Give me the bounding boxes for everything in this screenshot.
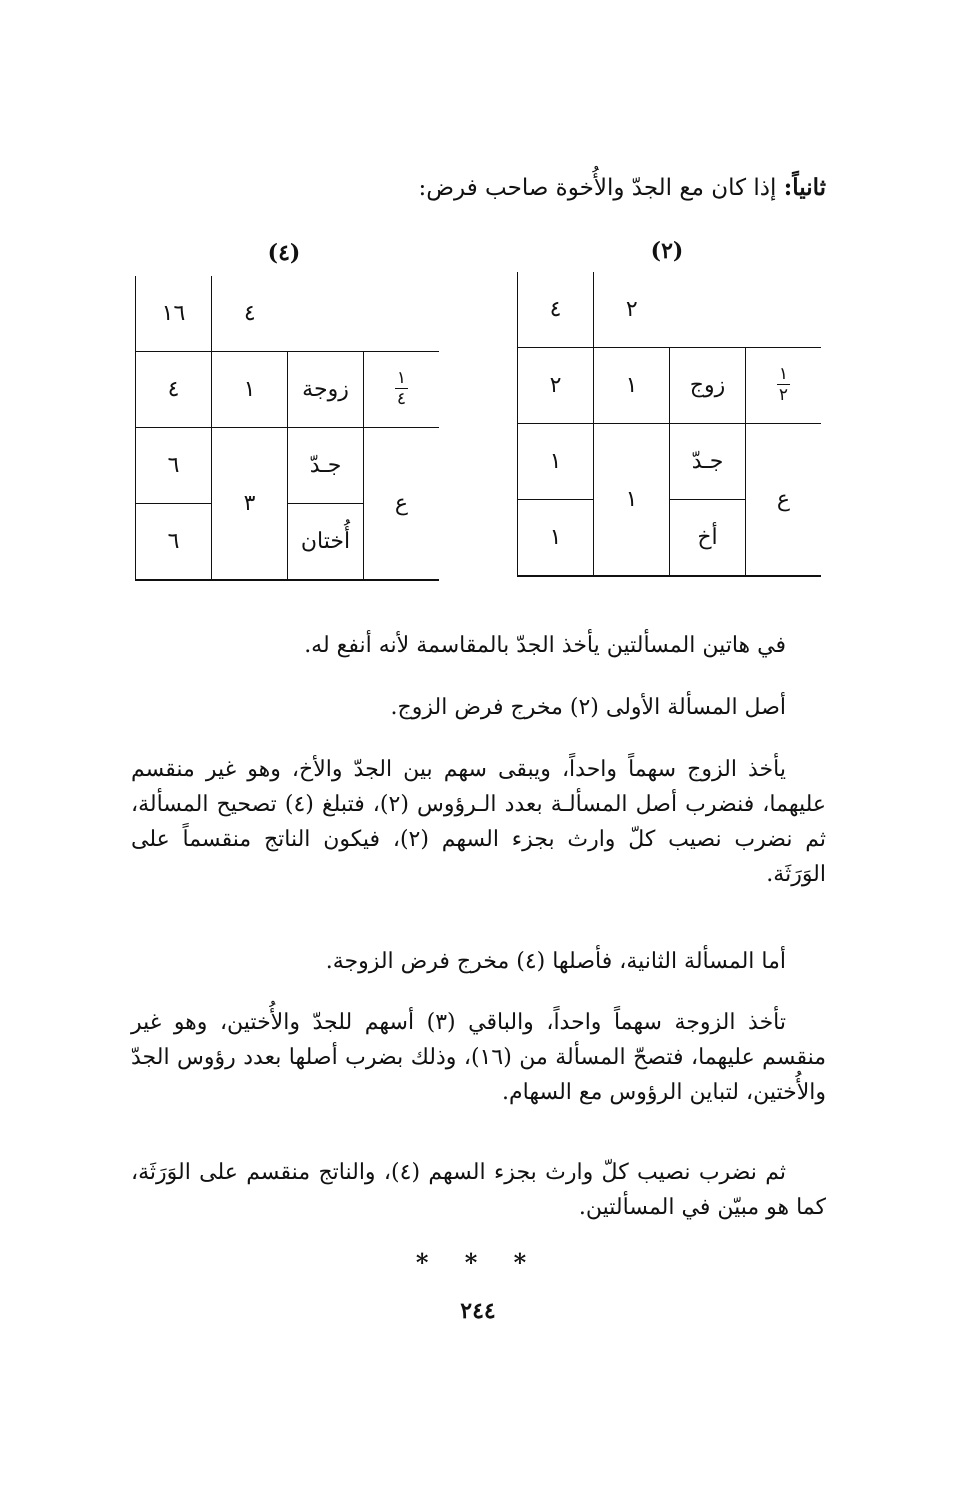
cell: ١ bbox=[212, 352, 288, 428]
cell-heir: أخ bbox=[670, 500, 746, 577]
cell-residue: ع bbox=[746, 424, 822, 577]
cell-fraction-area bbox=[364, 276, 440, 352]
table-right bbox=[517, 272, 821, 577]
paragraph: أما المسألة الثانية، فأصلها (٤) مخرج فرض الزوجة. bbox=[325, 949, 786, 974]
cell-fraction-area bbox=[746, 272, 822, 348]
fraction-numerator: ١ bbox=[778, 363, 789, 384]
cell: ٦ bbox=[136, 428, 212, 504]
heading-lead: ثانياً: bbox=[783, 174, 826, 201]
table-left-label: (٤) bbox=[267, 240, 301, 266]
cell: ٦ bbox=[136, 504, 212, 581]
cell-fraction bbox=[364, 352, 440, 428]
section-separator: * * * bbox=[415, 1248, 541, 1277]
cell-heir: أُختان bbox=[288, 504, 364, 581]
cell: ٣ bbox=[212, 428, 288, 581]
cell: ٢ bbox=[518, 348, 594, 424]
paragraph: يأخذ الزوج سهماً واحداً، ويبقى سهم بين الجدّ والأخ، وهو غير منقسم عليهما، فنضرب أصل المسألـة بعدد الـرؤوس (٢)، فتبلغ (٤) تصحيح المسألة، ثم نضرب نصيب كلّ وارث بجزء السهم (٢)، فيكون الناتج منقسماً على الوَرَثَة. bbox=[131, 757, 827, 887]
cell-heir: زوج bbox=[670, 348, 746, 424]
cell: ١ bbox=[594, 348, 670, 424]
fraction-denominator: ٢ bbox=[778, 384, 789, 405]
paragraph: أصل المسألة الأولى (٢) مخرج فرض الزوج. bbox=[390, 695, 786, 720]
cell: ٤ bbox=[136, 352, 212, 428]
cell-heir: جـدّ bbox=[288, 428, 364, 504]
fraction-numerator: ١ bbox=[396, 367, 407, 388]
cell: ٤ bbox=[518, 272, 594, 348]
fraction-denominator: ٤ bbox=[396, 388, 407, 409]
cell: ١ bbox=[518, 424, 594, 500]
paragraph: في هاتين المسألتين يأخذ الجدّ بالمقاسمة لأنه أنفع له. bbox=[304, 633, 786, 658]
cell-heir: جـدّ bbox=[670, 424, 746, 500]
paragraph: تأخذ الزوجة سهماً واحداً، والباقي (٣) أسهم للجدّ والأُختين، وهو غير منقسم عليهما، فتصحّ المسألة من (١٦)، وذلك بضرب أصلها بعدد رؤوس الجدّ والأُختين، لتباين الرؤوس مع السهام. bbox=[131, 1010, 826, 1105]
page-number: ٢٤٤ bbox=[460, 1298, 496, 1324]
paragraph: ثم نضرب نصيب كلّ وارث بجزء السهم (٤)، والناتج منقسم على الوَرَثَة، كما هو مبيّن في المسألتين. bbox=[131, 1160, 826, 1220]
cell: ١ bbox=[518, 500, 594, 577]
cell bbox=[288, 276, 364, 352]
table-left bbox=[135, 276, 439, 581]
section-heading bbox=[126, 168, 826, 208]
table-right-label: (٢) bbox=[650, 238, 684, 264]
cell: ١٦ bbox=[136, 276, 212, 352]
cell: ٤ bbox=[212, 276, 288, 352]
cell-fraction bbox=[746, 348, 822, 424]
heading-text: إذا كان مع الجدّ والأُخوة صاحب فرض: bbox=[418, 175, 777, 201]
cell-heir: زوجة bbox=[288, 352, 364, 428]
cell-residue: ع bbox=[364, 428, 440, 581]
cell: ٢ bbox=[594, 272, 670, 348]
cell: ١ bbox=[594, 424, 670, 577]
cell bbox=[670, 272, 746, 348]
